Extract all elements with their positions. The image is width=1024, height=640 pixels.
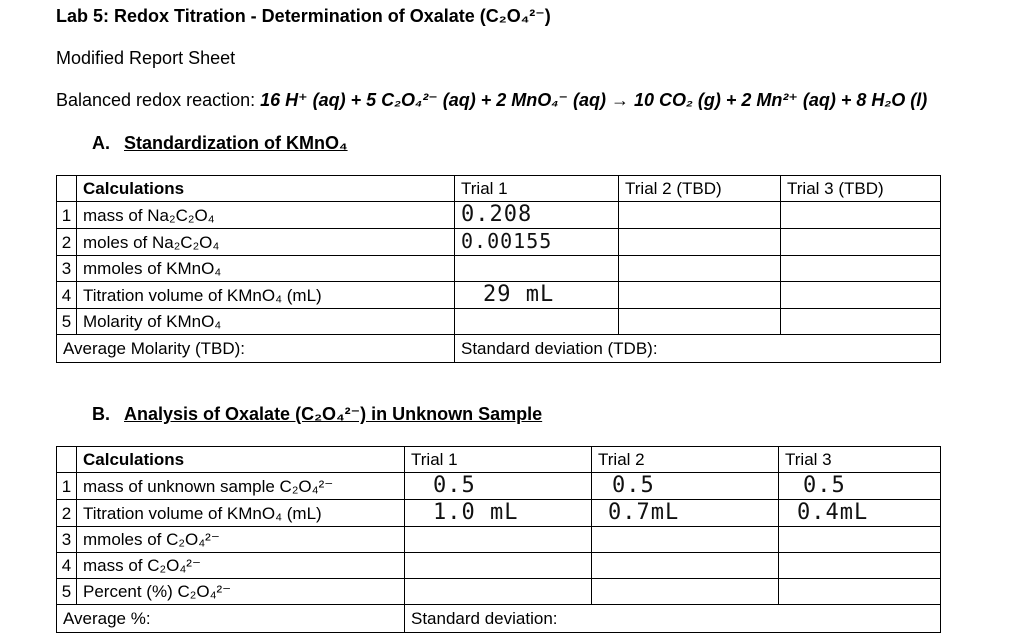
trial-3-cell[interactable]: [781, 229, 941, 256]
row-number: 5: [57, 579, 77, 605]
handwritten-value: 1.0 mL: [433, 500, 519, 525]
trial-1-cell[interactable]: [455, 229, 619, 256]
table-row: [57, 473, 941, 500]
table-footer-row: [57, 335, 941, 363]
row-number: 1: [57, 202, 77, 229]
handwritten-value: 0.208: [461, 202, 533, 227]
reaction-label: Balanced redox reaction:: [56, 90, 256, 110]
row-number: 2: [57, 229, 77, 256]
row-label: mmoles of C₂O₄²⁻: [77, 527, 405, 553]
row-number: 5: [57, 309, 77, 335]
table-row: [57, 527, 941, 553]
trial-3-cell[interactable]: [781, 256, 941, 282]
handwritten-value: 0.00155: [461, 229, 553, 253]
row-number: 3: [57, 527, 77, 553]
table-row: [57, 579, 941, 605]
average-label: Average %:: [57, 605, 405, 633]
handwritten-value: 0.5: [612, 473, 655, 498]
row-number: 4: [57, 553, 77, 579]
trial-1-cell[interactable]: [455, 256, 619, 282]
stdev-label: Standard deviation (TDB):: [455, 335, 941, 363]
trial-2-cell[interactable]: [619, 202, 781, 229]
column-header: Trial 1: [455, 176, 619, 202]
trial-2-cell[interactable]: [619, 309, 781, 335]
trial-1-cell[interactable]: [455, 202, 619, 229]
trial-1-cell[interactable]: [405, 553, 592, 579]
standardization-table: [56, 175, 941, 363]
row-label: Percent (%) C₂O₄²⁻: [77, 579, 405, 605]
trial-2-cell[interactable]: [592, 579, 779, 605]
table-row: [57, 282, 941, 309]
handwritten-value: 29 mL: [483, 282, 555, 307]
handwritten-value: 0.4mL: [797, 500, 869, 525]
trial-3-cell[interactable]: [779, 527, 941, 553]
trial-3-cell[interactable]: [779, 500, 941, 527]
handwritten-value: 0.5: [433, 473, 476, 498]
column-header: Trial 1: [405, 447, 592, 473]
reaction-line: [56, 90, 927, 111]
row-number: 2: [57, 500, 77, 527]
trial-1-cell[interactable]: [455, 282, 619, 309]
page-title: Lab 5: Redox Titration - Determination of Oxalate (C₂O₄²⁻): [56, 6, 551, 26]
trial-2-cell[interactable]: [592, 527, 779, 553]
section-b-title: Analysis of Oxalate (C₂O₄²⁻) in Unknown Sample: [124, 404, 543, 424]
trial-2-cell[interactable]: [592, 473, 779, 500]
report-subtitle: Modified Report Sheet: [56, 48, 236, 68]
section-b-heading: [92, 404, 542, 425]
trial-1-cell[interactable]: [455, 309, 619, 335]
section-a-heading: [92, 133, 348, 154]
trial-2-cell[interactable]: [592, 553, 779, 579]
stdev-label: Standard deviation:: [405, 605, 941, 633]
trial-2-cell[interactable]: [619, 229, 781, 256]
handwritten-value: 0.7mL: [608, 500, 680, 525]
trial-1-cell[interactable]: [405, 579, 592, 605]
table-row: [57, 202, 941, 229]
table-header-row: [57, 176, 941, 202]
analysis-table: [56, 446, 941, 633]
row-number: 4: [57, 282, 77, 309]
section-a-letter: A.: [92, 133, 110, 153]
column-header: Calculations: [77, 447, 405, 473]
table-row: [57, 256, 941, 282]
trial-1-cell[interactable]: [405, 527, 592, 553]
column-header: Trial 2 (TBD): [619, 176, 781, 202]
table-header-row: [57, 447, 941, 473]
row-label: Titration volume of KMnO₄ (mL): [77, 282, 455, 309]
table-footer-row: [57, 605, 941, 633]
trial-2-cell[interactable]: [592, 500, 779, 527]
table-row: [57, 500, 941, 527]
section-b-letter: B.: [92, 404, 110, 424]
trial-3-cell[interactable]: [779, 579, 941, 605]
trial-1-cell[interactable]: [405, 473, 592, 500]
average-label: Average Molarity (TBD):: [57, 335, 455, 363]
row-label: mass of Na₂C₂O₄: [77, 202, 455, 229]
table-row: [57, 229, 941, 256]
trial-2-cell[interactable]: [619, 256, 781, 282]
row-label: mass of unknown sample C₂O₄²⁻: [77, 473, 405, 500]
handwritten-value: 0.5: [803, 473, 846, 498]
trial-3-cell[interactable]: [779, 473, 941, 500]
trial-3-cell[interactable]: [781, 309, 941, 335]
row-label: mass of C₂O₄²⁻: [77, 553, 405, 579]
header-index-cell: [57, 176, 77, 202]
row-label: moles of Na₂C₂O₄: [77, 229, 455, 256]
column-header: Calculations: [77, 176, 455, 202]
row-number: 1: [57, 473, 77, 500]
row-label: Molarity of KMnO₄: [77, 309, 455, 335]
column-header: Trial 3 (TBD): [781, 176, 941, 202]
table-row: [57, 309, 941, 335]
row-label: mmoles of KMnO₄: [77, 256, 455, 282]
header-index-cell: [57, 447, 77, 473]
row-label: Titration volume of KMnO₄ (mL): [77, 500, 405, 527]
trial-1-cell[interactable]: [405, 500, 592, 527]
trial-3-cell[interactable]: [781, 202, 941, 229]
row-number: 3: [57, 256, 77, 282]
reaction-equation: 16 H⁺ (aq) + 5 C₂O₄²⁻ (aq) + 2 MnO₄⁻ (aq) → 10 CO₂ (g) + 2 Mn²⁺ (aq) + 8 H₂O (l): [260, 90, 928, 110]
trial-3-cell[interactable]: [781, 282, 941, 309]
column-header: Trial 2: [592, 447, 779, 473]
trial-3-cell[interactable]: [779, 553, 941, 579]
section-a-title: Standardization of KMnO₄: [124, 133, 348, 153]
table-row: [57, 553, 941, 579]
column-header: Trial 3: [779, 447, 941, 473]
trial-2-cell[interactable]: [619, 282, 781, 309]
